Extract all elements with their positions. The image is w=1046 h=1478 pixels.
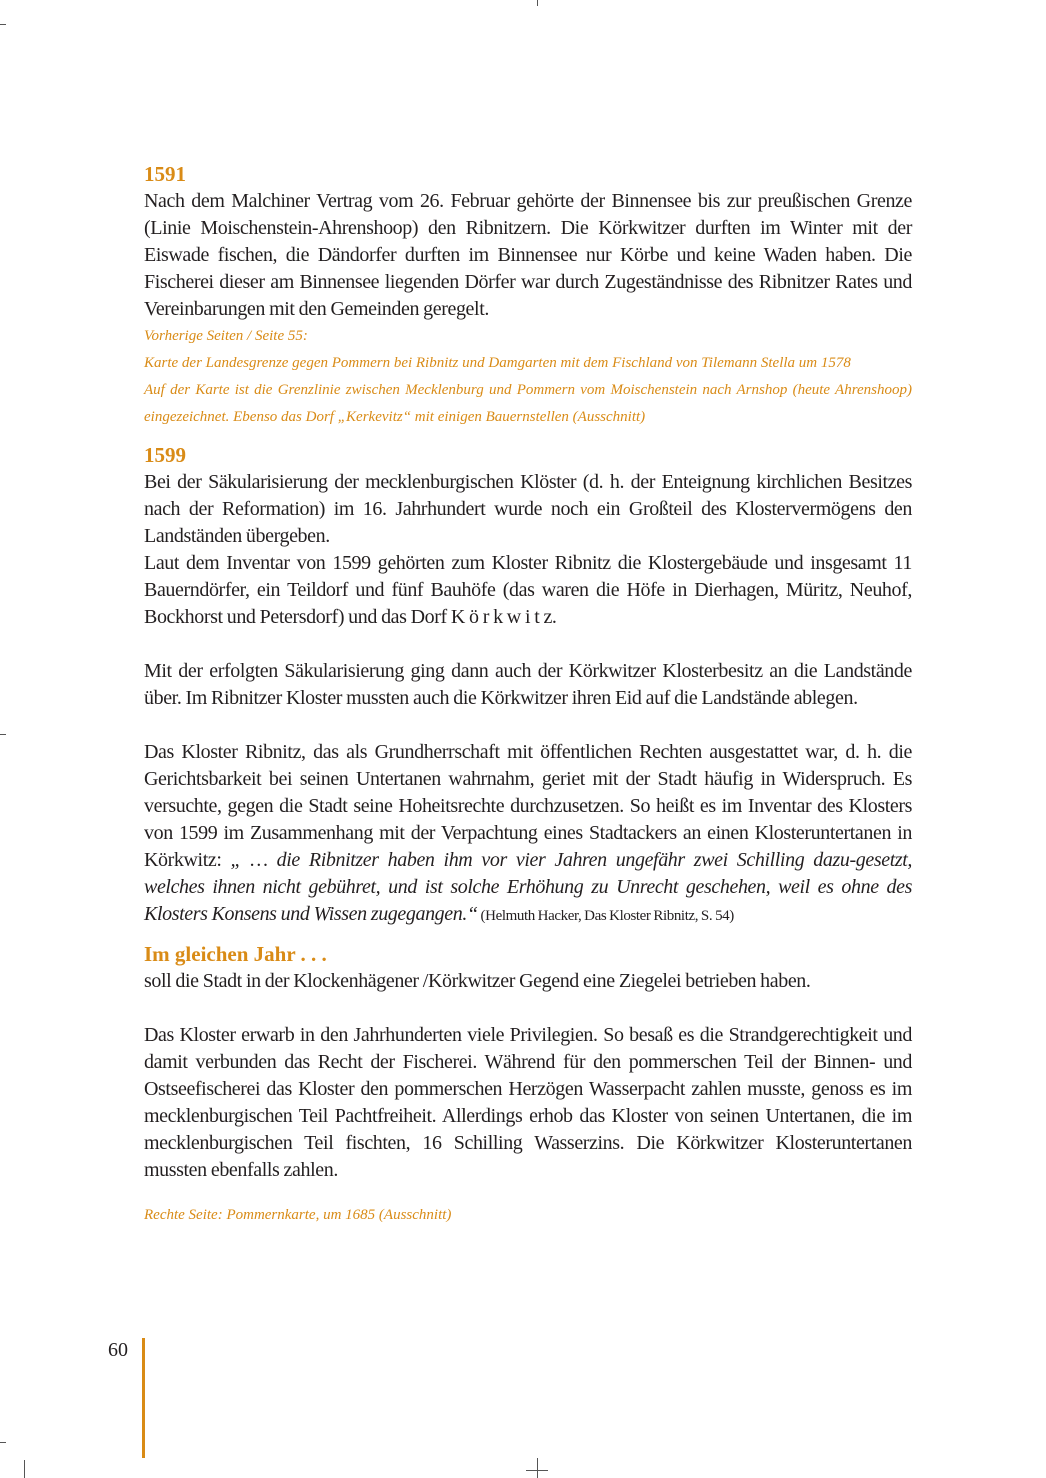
paragraph-1599-saekularisierung: Bei der Säkularisierung der mecklenburgischen Klöster (d. h. der Enteignung kirchlichen Besitzes nach der Reformation) im 16. Jahrhundert wurde noch ein Großteil des Klostervermögens den Landständen übergeben. (144, 471, 912, 547)
paragraph-1599-kloster-ribnitz (144, 739, 912, 930)
inventory-quote: „ … die Ribnitzer haben ihm vor vier Jahren ungefähr zwei Schilling dazu-gesetzt, welches ihnen nicht gebühret, und ist solche Erhöhung zu Unrecht geschehen, weil es ohne des Klosters Konsens und Wissen zugegangen.“ (144, 849, 912, 925)
main-text (144, 160, 912, 1229)
page-number: 60 (108, 1339, 128, 1361)
crop-mark-bottom-left-v (24, 1460, 25, 1478)
caption-right-page: Rechte Seite: Pommernkarte, um 1685 (Ausschnitt) (144, 1207, 452, 1223)
paragraph-1599-klosterbesitz: Mit der erfolgten Säkularisierung ging dann auch der Körkwitzer Klosterbesitz an die Landstände über. Im Ribnitzer Kloster mussten auch die Körkwitzer ihren Eid auf die Landstände ablegen. (144, 660, 912, 709)
heading-same-year: Im gleichen Jahr . . . (144, 942, 327, 966)
crop-mark-bottom-center-h (526, 1470, 548, 1471)
caption-previous-pages: Vorherige Seiten / Seite 55: (144, 328, 308, 344)
quote-citation: (Helmuth Hacker, Das Kloster Ribnitz, S. 54) (477, 908, 734, 924)
page-number-bar (142, 1338, 145, 1458)
paragraph-intro: Das Kloster Ribnitz, das als Grundherrschaft mit öffentlichen Rechten ausgestattet war, d. h. die Gerichtsbarkeit bei seinen Untertanen wahrnahm, geriet mit der Stadt häufig in Widerspruch. Es versuchte, gegen die Stadt seine Hoheitsrechte durchzusetzen. So heißt es im Inventar des Klosters von 1599 im Zusammenhang mit der Verpachtung eines Stadtackers an einen Klosteruntertanen in Körkwitz: (144, 741, 912, 871)
crop-mark-bottom-center-v (537, 1458, 538, 1478)
crop-mark-top-left (0, 24, 6, 25)
crop-mark-bottom-left (0, 1442, 6, 1443)
crop-mark-top-center (537, 0, 538, 6)
heading-1599: 1599 (144, 443, 186, 467)
caption-map-description: Auf der Karte ist die Grenzlinie zwischen Mecklenburg und Pommern vom Moischenstein nach Arnshop (heute Ahrenshoop) eingezeichnet. Ebenso das Dorf „Kerkevitz“ mit einigen Bauernstellen (Ausschnitt) (144, 382, 912, 425)
paragraph-ziegelei: soll die Stadt in der Klockenhägener /Körkwitzer Gegend eine Ziegelei betrieben haben. (144, 970, 811, 992)
paragraph-privilegien: Das Kloster erwarb in den Jahrhunderten viele Privilegien. So besaß es die Strandgerechtigkeit und damit verbunden das Recht der Fischerei. Während für den pommerschen Teil der Binnen- und Ostseefischerei das Kloster den pommerschen Herzögen Wasserpacht zahlen musste, genoss es im mecklenburgischen Teil Pachtfreiheit. Allerdings erhob das Kloster von seinen Untertanen, die im mecklenburgischen Teil fischten, 16 Schilling Wasserzins. Die Körkwitzer Klosteruntertanen mussten ebenfalls zahlen. (144, 1024, 912, 1181)
caption-map-title: Karte der Landesgrenze gegen Pommern bei Ribnitz und Damgarten mit dem Fischland von Tilemann Stella um 1578 (144, 355, 851, 371)
paragraph-1599-inventar: Laut dem Inventar von 1599 gehörten zum Kloster Ribnitz die Klostergebäude und insgesamt 11 Bauerndörfer, ein Teildorf und fünf Bauhöfe (das waren die Höfe in Dierhagen, Müritz, Neuhof, Bockhorst und Petersdorf) und das Dorf K ö r k w i t z. (144, 552, 912, 628)
crop-mark-left-mid (0, 734, 6, 735)
paragraph-1591: Nach dem Malchiner Vertrag vom 26. Februar gehörte der Binnensee bis zur preußischen Grenze (Linie Moischenstein-Ahrenshoop) den Ribnitzern. Die Körkwitzer durften im Winter mit der Eiswade fischen, die Dändorfer durften im Binnensee nur Körbe und keine Waden haben. Die Fischerei dieser am Binnensee liegenden Dörfer war durch Zugeständnisse des Ribnitzer Rates und Vereinbarungen mit den Gemeinden geregelt. (144, 190, 912, 320)
heading-1591: 1591 (144, 162, 186, 186)
